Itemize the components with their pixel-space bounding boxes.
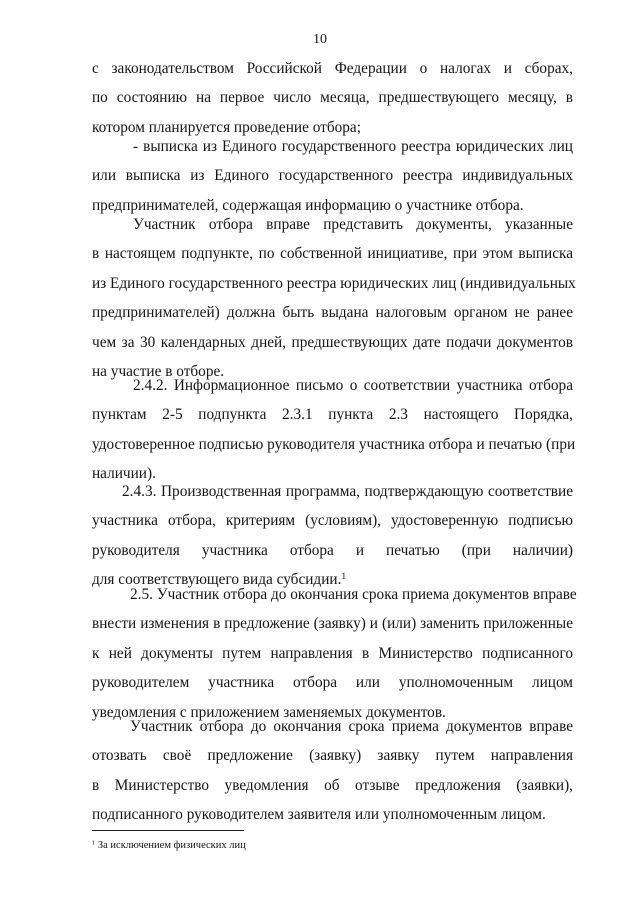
footnote-separator xyxy=(92,830,244,831)
text-line: к ней документы путем направления в Министерство подписанного xyxy=(92,644,573,662)
text-line: на участие в отборе. xyxy=(92,362,225,380)
text-line: котором планируется проведение отбора; xyxy=(92,118,361,136)
paragraph-registry-extract xyxy=(92,132,573,220)
text-line: уведомления с приложением заменяемых документов. xyxy=(92,703,446,721)
paragraph-tax-status xyxy=(92,54,573,142)
text-line: в настоящем подпункте, по собственной инициативе, при этом выписка xyxy=(92,245,573,263)
footnote-reference[interactable]: 1 xyxy=(341,571,347,582)
text-line: 2.4.2. Информационное письмо о соответствии участника отбора xyxy=(133,377,573,394)
footnote-marker: 1 xyxy=(92,839,96,847)
text-line: руководителя участника отбора и печатью (при наличии) xyxy=(92,541,573,559)
paragraph-2-4-2 xyxy=(92,371,576,489)
text-line: - выписка из Единого государственного реестра юридических лиц xyxy=(133,138,573,155)
text-line-content: для соответствующего вида субсидии. xyxy=(92,571,342,589)
text-line: предпринимателей, содержащая информацию о участнике отбора. xyxy=(92,196,524,214)
text-line: из Единого государственного реестра юридических лиц (индивидуальных xyxy=(92,274,576,292)
text-line: отозвать своё предложение (заявку) заявку путем направления xyxy=(92,747,573,765)
paragraph-2-4-3 xyxy=(92,477,573,595)
text-line: с законодательством Российской Федерации о налогах и сборах, xyxy=(92,60,573,77)
text-line: внести изменения в предложение (заявку) и (или) заменить приложенные xyxy=(92,615,573,633)
text-line: руководителем участника отбора или уполномоченным лицом xyxy=(92,674,573,692)
paragraph-withdrawal xyxy=(92,712,573,830)
footnote-text: За исключением физических лиц xyxy=(97,840,246,851)
page-number: 10 xyxy=(313,32,327,47)
footnote xyxy=(92,839,246,853)
paragraph-own-initiative xyxy=(92,210,576,386)
text-line: Участник отбора вправе представить документы, указанные xyxy=(133,216,573,233)
text-line: участника отбора, критериям (условиям), удостоверенную подписью xyxy=(92,512,573,530)
text-line: удостоверенное подписью руководителя участника отбора и печатью (при xyxy=(92,435,576,453)
text-line: предпринимателей) должна быть выдана налоговым органом не ранее xyxy=(92,304,573,322)
text-line: подписанного руководителем заявителя или уполномоченным лицом. xyxy=(92,806,546,824)
text-line: Участник отбора до окончания срока приема документов вправе xyxy=(130,718,573,735)
text-line: по состоянию на первое число месяца, предшествующего месяцу, в xyxy=(92,89,573,107)
text-line: чем за 30 календарных дней, предшествующих дате подачи документов xyxy=(92,333,573,351)
text-line: в Министерство уведомления об отзыве предложения (заявки), xyxy=(92,776,573,794)
text-line: 2.4.3. Производственная программа, подтверждающую соответствие xyxy=(122,483,573,500)
paragraph-2-5 xyxy=(92,580,577,727)
text-line: пунктам 2-5 подпункта 2.3.1 пункта 2.3 настоящего Порядка, xyxy=(92,406,573,424)
text-line: или выписка из Единого государственного реестра индивидуальных xyxy=(92,167,573,185)
text-line: 2.5. Участник отбора до окончания срока приема документов вправе xyxy=(130,586,577,603)
text-line: наличии). xyxy=(92,465,156,483)
